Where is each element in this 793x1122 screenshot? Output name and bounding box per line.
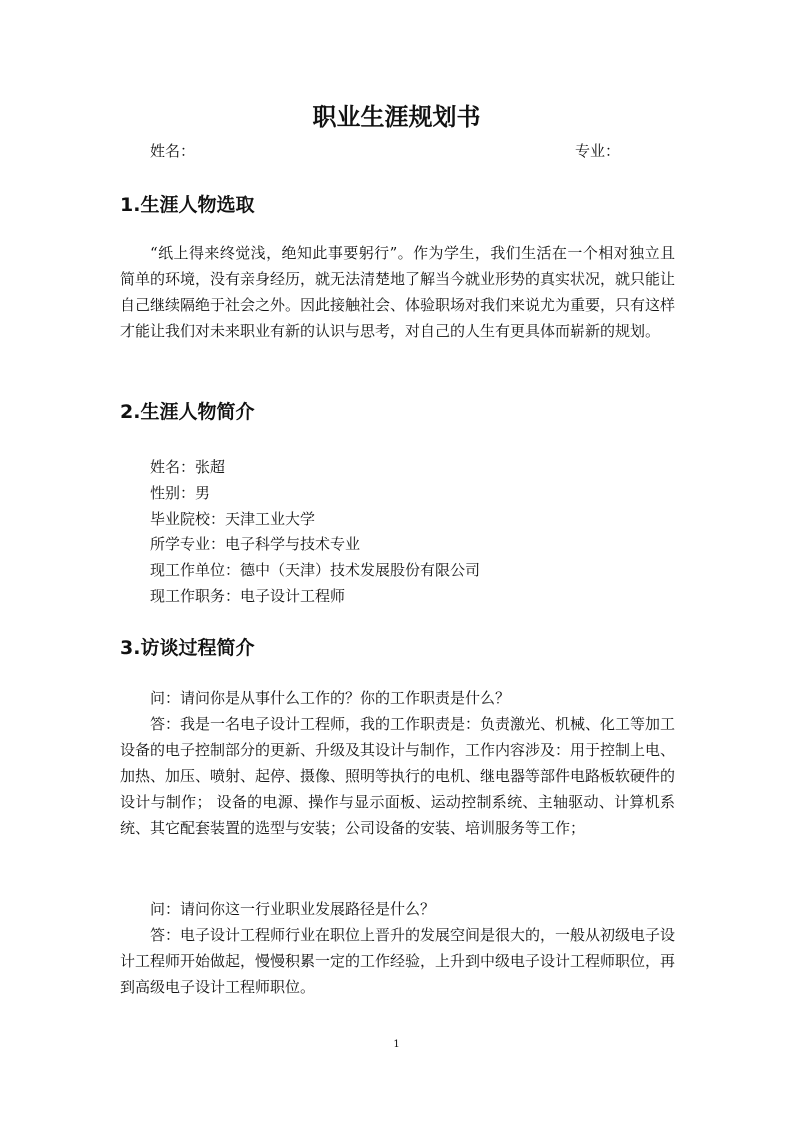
page-number: 1 — [393, 1039, 400, 1050]
info-item: 现工作单位：德中（天津）技术发展股份有限公司 — [150, 561, 481, 580]
qa-block-2 — [120, 896, 675, 1000]
major-label: 专业： — [575, 142, 621, 160]
section-heading-3: 3.访谈过程简介 — [120, 637, 255, 659]
info-item: 毕业院校：天津工业大学 — [150, 509, 316, 528]
info-item: 现工作职务：电子设计工程师 — [150, 586, 346, 605]
answer-text: 答：电子设计工程师行业在职位上晋升的发展空间是很大的，一般从初级电子设计工程师开始做起，慢慢积累一定的工作经验，上升到中级电子设计工程师职位，再到高级电子设计工程师职位。 — [120, 926, 676, 996]
question-text: 问：请问你是从事什么工作的？你的工作职责是什么？ — [150, 689, 511, 707]
section-heading-2: 2.生涯人物简介 — [120, 401, 255, 423]
section-1-paragraph — [120, 240, 675, 344]
intro-paragraph: “纸上得来终觉浅，绝知此事要躬行”。作为学生，我们生活在一个相对独立且简单的环境，没有亲身经历，就无法清楚地了解当今就业形势的真实状况，就只能让自己继续隔绝于社会之外。因此接触社会、体验职场对我们来说尤为重要，只有这样才能让我们对未来职业有新的认识与思考，对自己的人生有更具体而崭新的规划。 — [120, 244, 676, 340]
person-info-list — [150, 455, 480, 610]
info-item: 所学专业：电子科学与技术专业 — [150, 535, 361, 554]
answer-text: 答：我是一名电子设计工程师，我的工作职责是：负责激光、机械、化工等加工设备的电子控制部分的更新、升级及其设计与制作，工作内容涉及：用于控制上电、加热、加压、喷射、起停、摄像、照明等执行的电机、继电器等部件电路板软硬件的设计与制作； 设备的电源、操作与显示面板、运动控制系统、主轴驱动、计算机系统、其它配套装置的选型与安装；公司设备的安装、培训服务等工作； — [120, 715, 676, 837]
name-major-line — [150, 138, 620, 164]
question-text: 问：请问你这一行业职业发展路径是什么？ — [150, 900, 436, 918]
section-heading-1: 1.生涯人物选取 — [120, 194, 255, 216]
info-item: 性别：男 — [150, 483, 211, 502]
qa-block-1 — [120, 685, 675, 841]
document-title: 职业生涯规划书 — [312, 103, 481, 131]
name-label: 姓名： — [150, 142, 196, 160]
info-item: 姓名：张超 — [150, 458, 226, 476]
